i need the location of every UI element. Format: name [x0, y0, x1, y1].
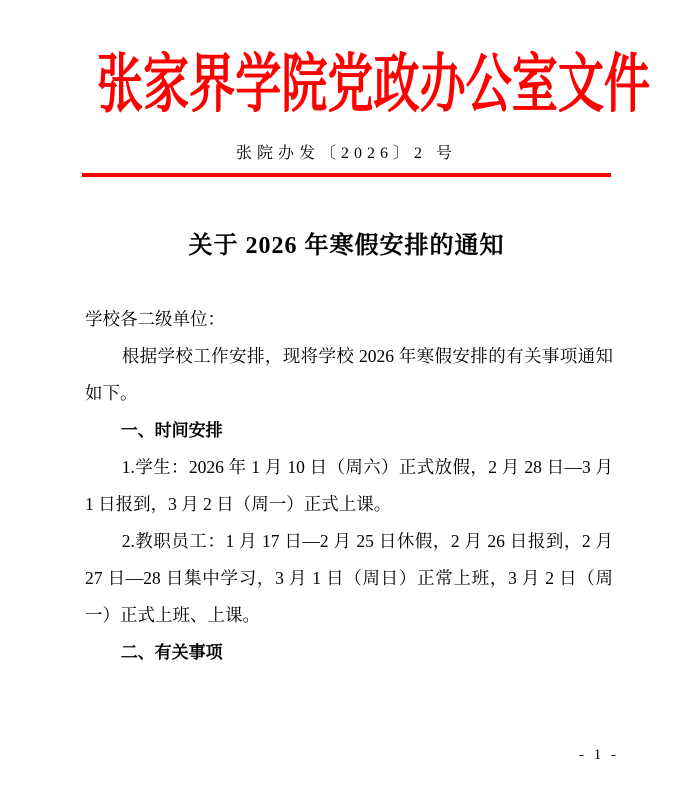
paragraph: 1.学生：2026 年 1 月 10 日（周六）正式放假，2 月 28 日—3 月 1 日报到，3 月 2 日（周一）正式上课。	[85, 457, 613, 514]
red-divider-line	[82, 173, 611, 177]
notice-title: 关于 2026 年寒假安排的通知	[188, 233, 505, 259]
salutation-line: 学校各二级单位：	[85, 309, 225, 329]
body-paragraphs	[85, 338, 613, 671]
page-number: - 1 -	[579, 747, 619, 763]
section-heading: 一、时间安排	[120, 421, 223, 440]
red-letterhead-title: 张家界学院党政办公室文件	[97, 49, 650, 120]
document-body	[85, 301, 613, 671]
section-heading: 二、有关事项	[120, 643, 223, 662]
document-number: 张院办发〔2026〕2 号	[235, 145, 457, 162]
paragraph: 2.教职员工：1 月 17 日—2 月 25 日休假，2 月 26 日报到，2 月 27 日—28 日集中学习，3 月 1 日（周日）正常上班，3 月 2 日（周一）正式上班、上课。	[85, 531, 613, 625]
paragraph: 根据学校工作安排，现将学校 2026 年寒假安排的有关事项通知如下。	[85, 346, 613, 403]
